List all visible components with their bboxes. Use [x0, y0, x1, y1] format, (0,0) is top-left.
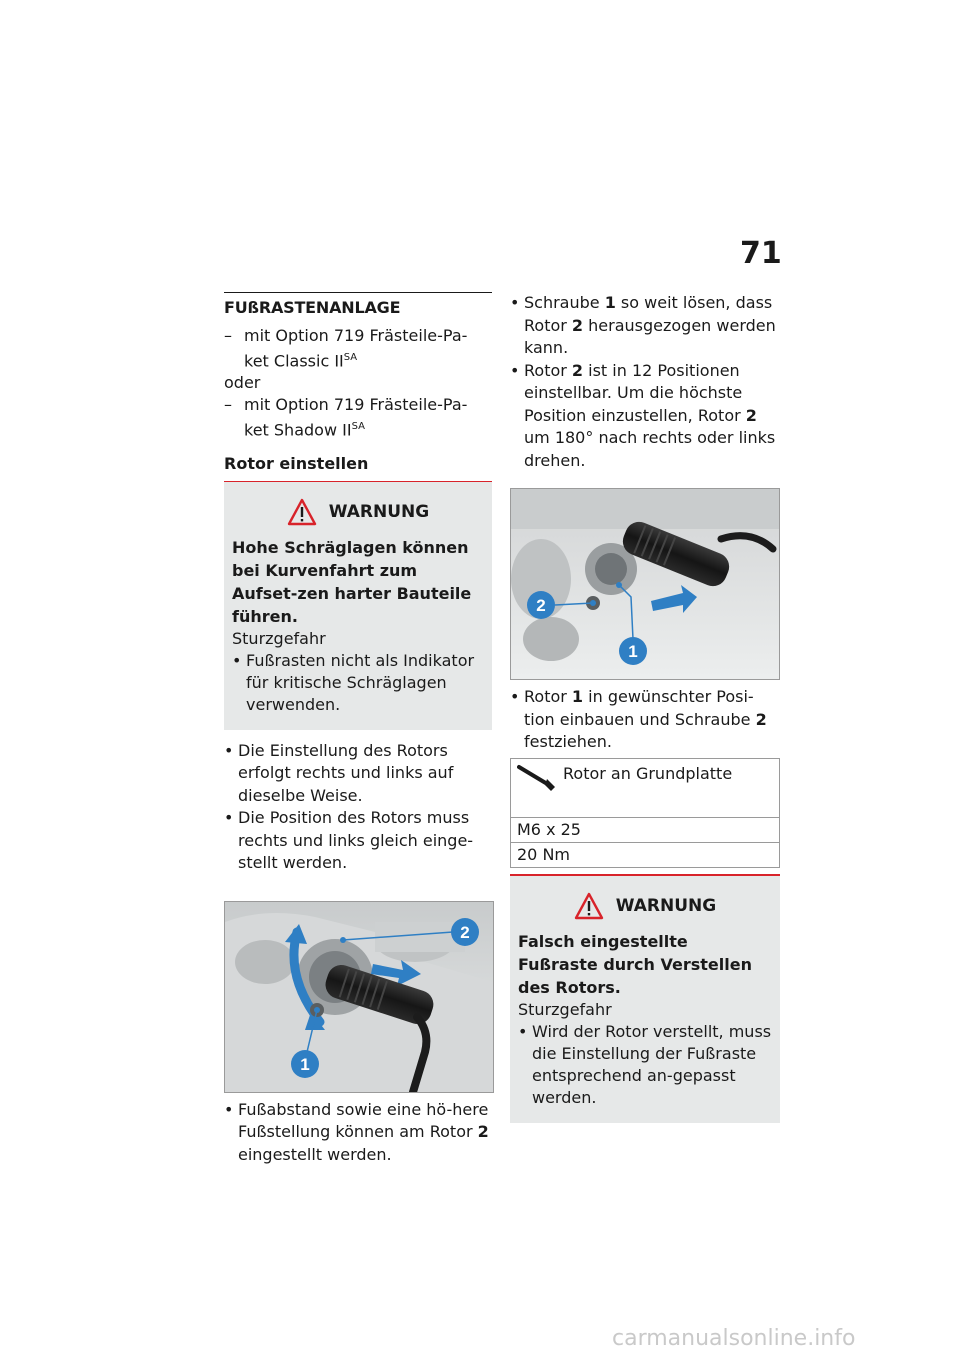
- svg-text:1: 1: [628, 642, 638, 661]
- list-item: • Die Position des Rotors muss rechts und links gleich einge-stellt werden.: [224, 808, 474, 873]
- torque-size: M6 x 25: [511, 817, 779, 842]
- left-column: [224, 292, 492, 1166]
- svg-text:1: 1: [300, 1054, 310, 1074]
- section-title: FUßRASTENANLAGE: [224, 292, 492, 317]
- footrest-rotor-photo: [224, 901, 494, 1093]
- list-item: • Die Einstellung des Rotors erfolgt rechts und links auf dieselbe Weise.: [224, 740, 454, 805]
- hazard-text: Sturzgefahr: [518, 999, 612, 1019]
- torque-table: [510, 758, 780, 868]
- hazard-text: Sturzgefahr: [232, 628, 326, 648]
- callout-2: [451, 918, 479, 946]
- subheading: Rotor einstellen: [224, 454, 492, 482]
- torque-wrench-icon: [517, 763, 557, 793]
- warning-bullet: • Fußrasten nicht als Indikator für kritische Schräglagen verwenden.: [232, 650, 475, 714]
- warning-text: Hohe Schräglagen können bei Kurvenfahrt zum Aufset-zen harter Bauteile führen.: [232, 537, 472, 626]
- warning-title: WARNUNG: [328, 501, 430, 522]
- torque-header-row: [511, 759, 779, 817]
- list-item: • Rotor 2 ist in 12 Positionen einstellbar. Um die höchste Position einzustellen, Rotor 2 um 180° nach rechts oder links drehen.: [510, 360, 776, 470]
- right-column: [510, 292, 780, 1133]
- list-item: • Rotor 1 in gewünschter Posi-tion einbauen und Schraube 2 festziehen.: [510, 687, 767, 751]
- list-item: • Fußabstand sowie eine hö-here Fußstellung können am Rotor 2 eingestellt werden.: [224, 1099, 489, 1164]
- torque-label: Rotor an Grundplatte: [563, 763, 733, 783]
- warning-bullet: • Wird der Rotor verstellt, muss die Einstellung der Fußraste entsprechend an-gepasst werden.: [518, 1021, 772, 1107]
- list-item: • Schraube 1 so weit lösen, dass Rotor 2 herausgezogen werden kann.: [510, 293, 776, 357]
- option-item: – mit Option 719 Frästeile-Pa-ket Shadow $II^{SA}$: [224, 395, 468, 440]
- page-number: 71: [740, 236, 782, 271]
- torque-value: 20 Nm: [511, 842, 779, 867]
- warning-title: WARNUNG: [615, 895, 717, 916]
- warning-box: [224, 482, 492, 730]
- callout-1: [619, 637, 647, 665]
- callout-2: [527, 591, 555, 619]
- callout-1: [291, 1050, 319, 1078]
- warning-triangle-icon: [287, 498, 317, 526]
- warning-box: [510, 874, 780, 1123]
- watermark: carmanualsonline.info: [612, 1326, 856, 1351]
- warning-text: Falsch eingestellte Fußraste durch Verstellen des Rotors.: [518, 931, 752, 997]
- warning-triangle-icon: [574, 892, 604, 920]
- svg-text:2: 2: [536, 596, 546, 615]
- rotor-screw-photo: [510, 488, 780, 680]
- or-text: oder: [224, 373, 261, 393]
- svg-text:2: 2: [460, 922, 470, 942]
- option-item: – mit Option 719 Frästeile-Pa-ket Classic $II^{SA}$: [224, 326, 468, 371]
